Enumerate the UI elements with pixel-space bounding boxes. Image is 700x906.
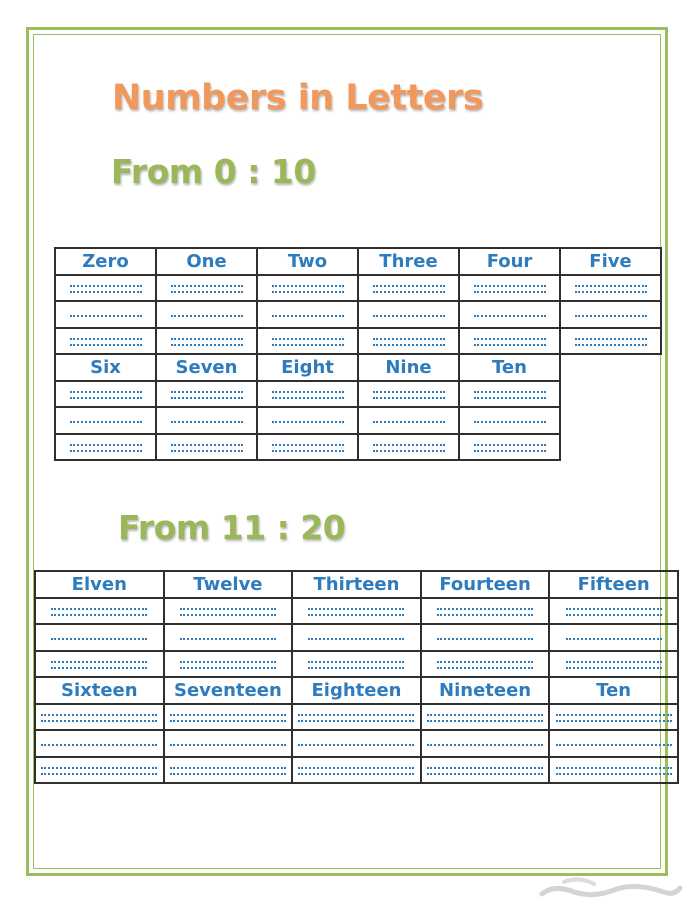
writing-cell[interactable] [257,301,358,328]
writing-cell[interactable] [35,598,164,625]
writing-cell[interactable] [35,730,164,757]
writing-row [55,301,661,328]
writing-row [35,598,678,625]
number-word: Two [257,248,358,275]
number-word: Eight [257,354,358,381]
writing-cell[interactable] [358,301,459,328]
table-11-20 [34,570,679,784]
writing-cell[interactable] [459,434,560,461]
writing-cell[interactable] [156,301,257,328]
writing-row [55,407,661,434]
writing-cell[interactable] [164,651,293,678]
writing-cell[interactable] [459,407,560,434]
writing-cell[interactable] [292,651,421,678]
writing-cell[interactable] [421,651,550,678]
writing-cell[interactable] [257,434,358,461]
number-word: Ten [459,354,560,381]
writing-cell[interactable] [292,598,421,625]
writing-cell[interactable] [156,275,257,302]
writing-cell[interactable] [257,328,358,355]
number-word: Five [560,248,661,275]
writing-cell[interactable] [549,598,678,625]
number-word: Eighteen [292,677,421,704]
number-word: Seven [156,354,257,381]
writing-cell[interactable] [257,275,358,302]
writing-cell[interactable] [358,434,459,461]
writing-cell[interactable] [560,328,661,355]
writing-cell[interactable] [459,328,560,355]
writing-cell[interactable] [560,301,661,328]
writing-cell[interactable] [358,328,459,355]
writing-cell[interactable] [459,301,560,328]
writing-cell[interactable] [257,381,358,408]
writing-cell[interactable] [560,275,661,302]
number-word: Seventeen [164,677,293,704]
number-word: One [156,248,257,275]
writing-cell[interactable] [164,624,293,651]
writing-cell[interactable] [55,407,156,434]
writing-row [35,624,678,651]
writing-cell[interactable] [55,434,156,461]
header-row [55,248,661,275]
number-word: Fourteen [421,571,550,598]
writing-cell[interactable] [156,434,257,461]
number-word: Fifteen [549,571,678,598]
header-row [55,354,661,381]
writing-row [35,757,678,784]
writing-cell[interactable] [292,757,421,784]
writing-cell[interactable] [55,275,156,302]
empty-cell [560,407,661,434]
writing-cell[interactable] [164,598,293,625]
number-word: Nineteen [421,677,550,704]
watermark-logo [534,872,684,902]
writing-cell[interactable] [55,301,156,328]
writing-cell[interactable] [164,730,293,757]
writing-cell[interactable] [459,275,560,302]
writing-cell[interactable] [156,407,257,434]
writing-cell[interactable] [35,651,164,678]
empty-cell [560,381,661,408]
writing-cell[interactable] [55,328,156,355]
writing-cell[interactable] [421,730,550,757]
section-heading-0-10: From 0 : 10 [111,152,316,191]
section-heading-11-20: From 11 : 20 [118,508,346,547]
table-0-10 [54,247,662,461]
writing-cell[interactable] [292,730,421,757]
writing-cell[interactable] [549,730,678,757]
writing-cell[interactable] [35,704,164,731]
writing-row [55,328,661,355]
writing-cell[interactable] [549,651,678,678]
writing-cell[interactable] [421,757,550,784]
writing-cell[interactable] [358,381,459,408]
number-word: Three [358,248,459,275]
writing-cell[interactable] [358,275,459,302]
writing-cell[interactable] [156,381,257,408]
writing-row [35,651,678,678]
number-word: Nine [358,354,459,381]
writing-cell[interactable] [421,704,550,731]
writing-row [35,730,678,757]
writing-cell[interactable] [156,328,257,355]
number-word: Four [459,248,560,275]
writing-cell[interactable] [459,381,560,408]
number-word: Six [55,354,156,381]
empty-cell [560,434,661,461]
number-word: Twelve [164,571,293,598]
empty-cell [560,354,661,381]
writing-row [35,704,678,731]
writing-cell[interactable] [421,598,550,625]
number-word: Elven [35,571,164,598]
writing-row [55,381,661,408]
writing-cell[interactable] [549,624,678,651]
writing-cell[interactable] [164,757,293,784]
header-row [35,571,678,598]
writing-cell[interactable] [358,407,459,434]
writing-cell[interactable] [292,624,421,651]
number-word: Sixteen [35,677,164,704]
number-word: Ten [549,677,678,704]
writing-cell[interactable] [35,624,164,651]
writing-cell[interactable] [257,407,358,434]
writing-cell[interactable] [421,624,550,651]
writing-row [55,275,661,302]
worksheet-title: Numbers in Letters [112,78,484,118]
number-word: Thirteen [292,571,421,598]
writing-cell[interactable] [164,704,293,731]
header-row [35,677,678,704]
writing-cell[interactable] [549,757,678,784]
number-word: Zero [55,248,156,275]
writing-cell[interactable] [55,381,156,408]
writing-cell[interactable] [292,704,421,731]
writing-cell[interactable] [549,704,678,731]
writing-cell[interactable] [35,757,164,784]
writing-row [55,434,661,461]
